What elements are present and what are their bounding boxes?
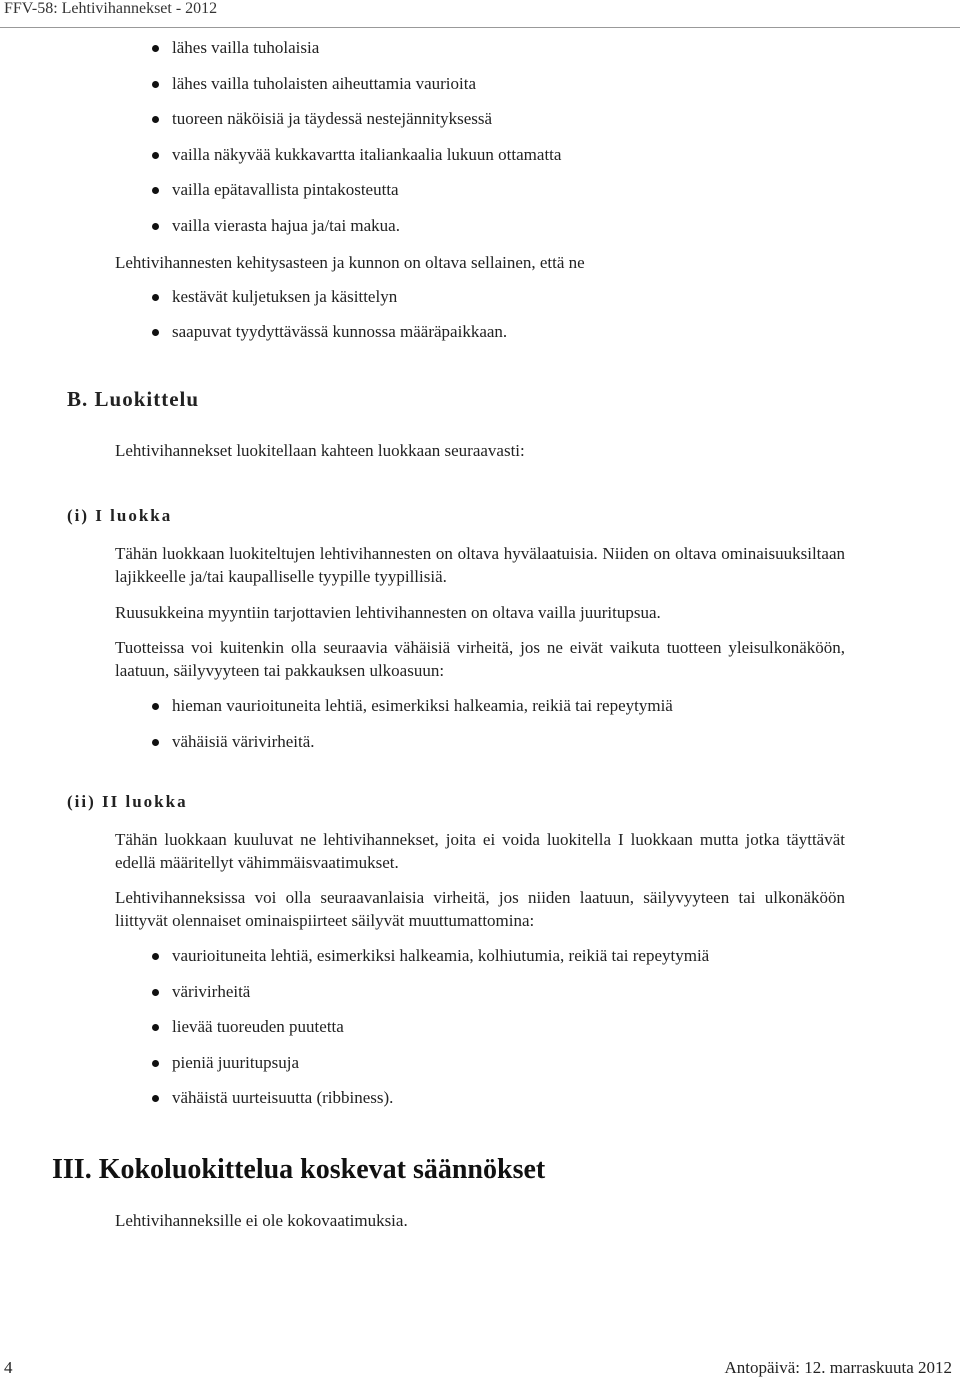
bullet-icon (152, 703, 159, 710)
list-item: tuoreen näköisiä ja täydessä nestejännityksessä (172, 109, 492, 129)
class-ii-paragraph: Tähän luokkaan kuuluvat ne lehtivihannekset, joita ei voida luokitella I luokkaan mutta jotka täyttävät edellä määritellyt vähimmäisvaatimukset. (115, 830, 845, 872)
list-item: vailla vierasta hajua ja/tai makua. (172, 216, 400, 236)
condition-intro: Lehtivihannesten kehitysasteen ja kunnon on oltava sellainen, että ne (115, 253, 585, 272)
list-item: lähes vailla tuholaisia (172, 38, 319, 58)
bullet-icon (152, 116, 159, 123)
list-item: vailla epätavallista pintakosteutta (172, 180, 399, 200)
bullet-icon (152, 81, 159, 88)
bullet-icon (152, 739, 159, 746)
list-item: vähäistä uurteisuutta (ribbiness). (172, 1088, 393, 1108)
list-item: lievää tuoreuden puutetta (172, 1017, 344, 1037)
document-header: FFV-58: Lehtivihannekset - 2012 (4, 0, 218, 17)
bullet-icon (152, 1024, 159, 1031)
list-item: värivirheitä (172, 982, 250, 1002)
list-item: vailla näkyvää kukkavartta italiankaalia lukuun ottamatta (172, 145, 561, 165)
list-item: kestävät kuljetuksen ja käsittelyn (172, 287, 397, 307)
class-i-paragraph: Tähän luokkaan luokiteltujen lehtivihannesten on oltava hyvälaatuisia. Niiden on oltava ominaisuuksiltaan lajikkeelle ja/tai kaupalliselle tyypille tyypillisiä. (115, 544, 845, 586)
list-item: pieniä juuritupsuja (172, 1053, 299, 1073)
class-i-paragraph: Ruusukkeina myyntiin tarjottavien lehtivihannesten on oltava vailla juuritupsua. (115, 603, 661, 622)
bullet-icon (152, 152, 159, 159)
bullet-icon (152, 187, 159, 194)
page-number: 4 (4, 1358, 13, 1377)
issue-date: Antopäivä: 12. marraskuuta 2012 (724, 1358, 952, 1377)
section-b-intro: Lehtivihannekset luokitellaan kahteen luokkaan seuraavasti: (115, 441, 525, 460)
section-iii-heading: III. Kokoluokittelua koskevat säännökset (52, 1154, 546, 1185)
list-item: saapuvat tyydyttävässä kunnossa määräpaikkaan. (172, 322, 507, 342)
bullet-icon (152, 45, 159, 52)
section-iii-text: Lehtivihanneksille ei ole kokovaatimuksia. (115, 1211, 408, 1230)
bullet-icon (152, 1095, 159, 1102)
bullet-icon (152, 953, 159, 960)
class-ii-heading: (ii) II luokka (67, 792, 188, 811)
bullet-icon (152, 223, 159, 230)
list-item: hieman vaurioituneita lehtiä, esimerkiksi halkeamia, reikiä tai repeytymiä (172, 696, 673, 716)
class-i-paragraph: Tuotteissa voi kuitenkin olla seuraavia vähäisiä virheitä, jos ne eivät vaikuta tuotteen yleisulkonäköön, laatuun, säilyvyyteen tai pakkauksen ulkoasuun: (115, 638, 845, 680)
list-item: lähes vailla tuholaisten aiheuttamia vaurioita (172, 74, 476, 94)
bullet-icon (152, 989, 159, 996)
class-ii-paragraph: Lehtivihanneksissa voi olla seuraavanlaisia virheitä, jos niiden laatuun, säilyvyyteen tai ulkonäköön liittyvät olennaiset ominaispiirteet säilyvät muuttumattomina: (115, 888, 845, 930)
section-b-heading: B. Luokittelu (67, 387, 200, 411)
bullet-icon (152, 329, 159, 336)
list-item: vähäisiä värivirheitä. (172, 732, 315, 752)
class-i-heading: (i) I luokka (67, 506, 173, 525)
header-divider (0, 27, 960, 28)
bullet-icon (152, 1060, 159, 1067)
bullet-icon (152, 294, 159, 301)
list-item: vaurioituneita lehtiä, esimerkiksi halkeamia, kolhiutumia, reikiä tai repeytymiä (172, 946, 709, 966)
